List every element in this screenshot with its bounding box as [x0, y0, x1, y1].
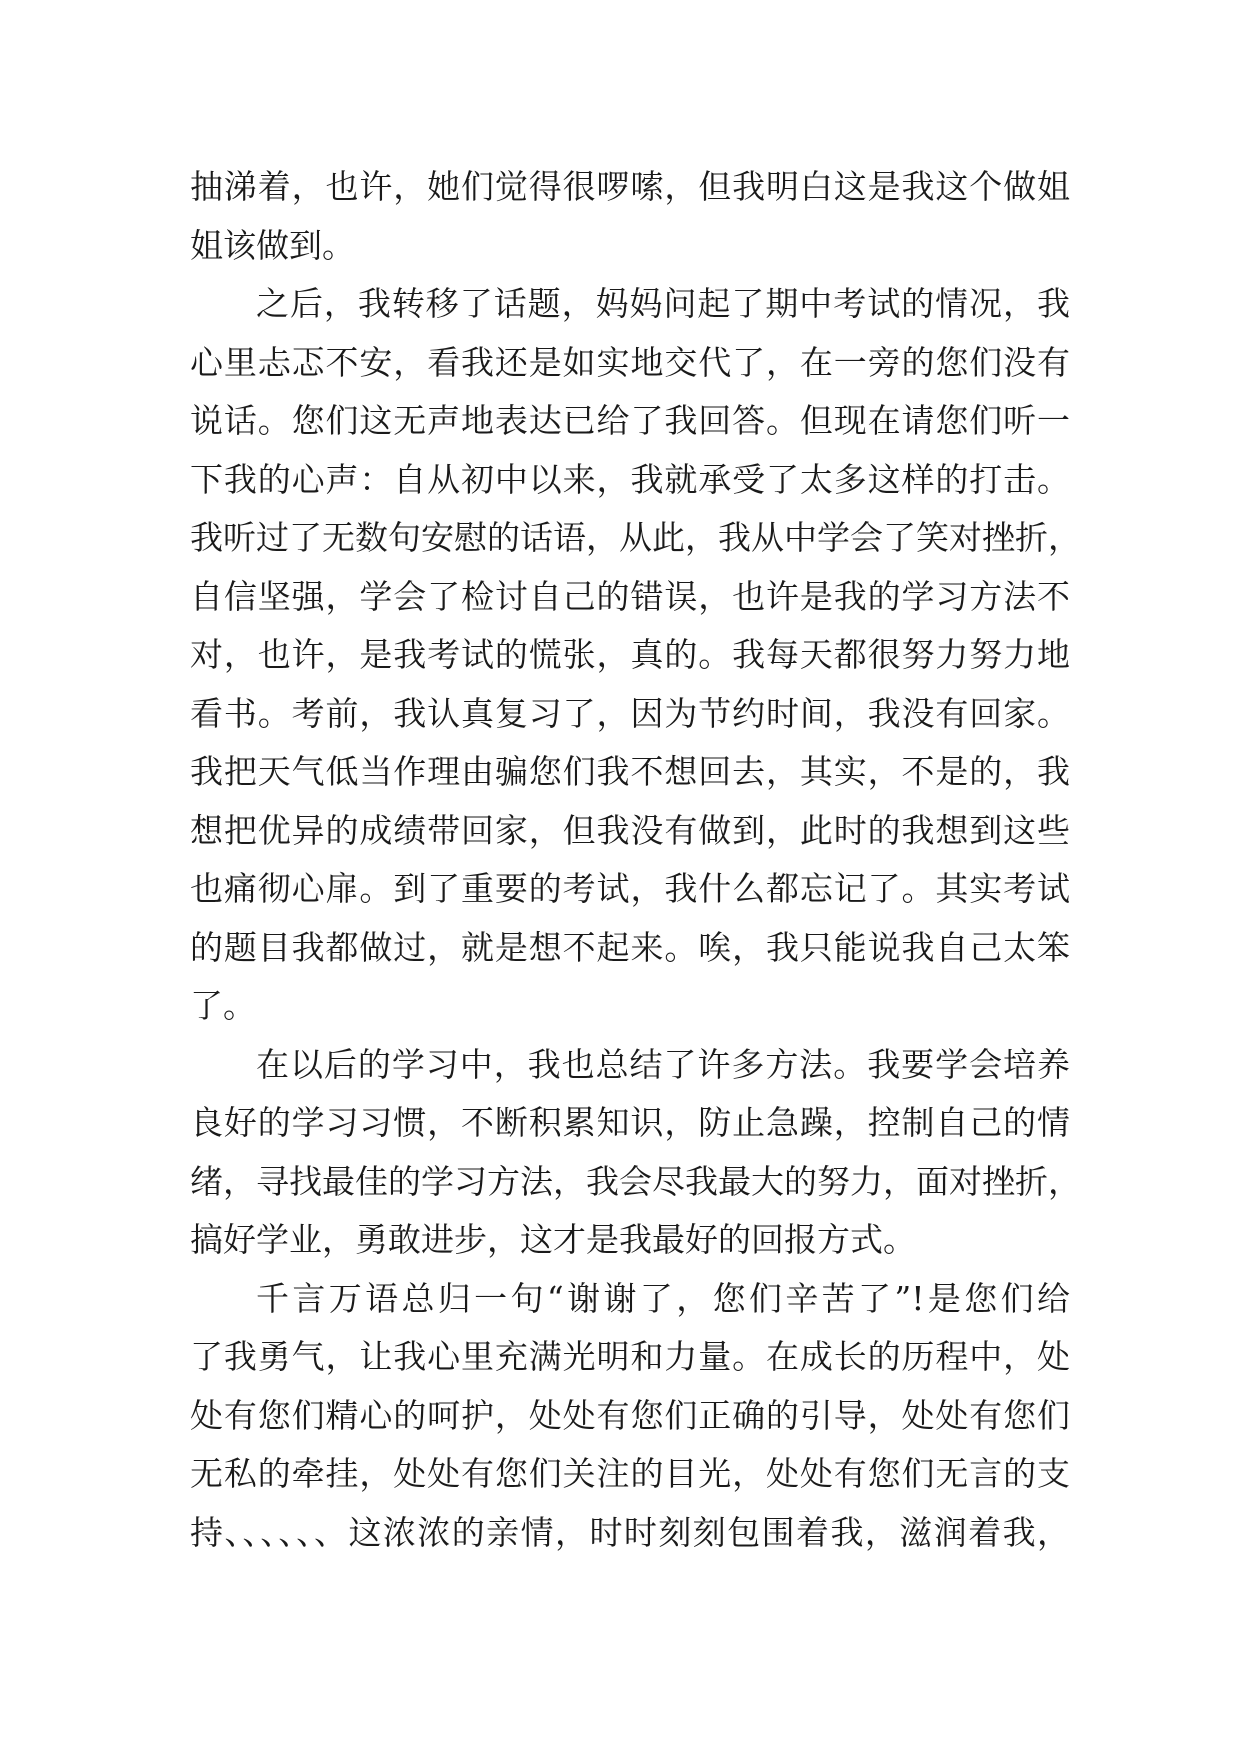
text-line: 的题目我都做过，就是想不起来。唉，我只能说我自己太笨 [190, 927, 1070, 967]
text-line: 无私的牵挂，处处有您们关注的目光，处处有您们无言的支 [190, 1454, 1070, 1493]
paragraph-first-line: 在以后的学习中，我也总结了许多方法。我要学会培养 [256, 1044, 1070, 1084]
text-line: 了。 [190, 986, 256, 1025]
paragraph-first-line: 之后，我转移了话题，妈妈问起了期中考试的情况，我 [256, 284, 1070, 323]
paragraph-first-line: 千言万语总归一句“谢谢了，您们辛苦了”!是您们给 [256, 1278, 1070, 1318]
text-line: 自信坚强，学会了检讨自己的错误，也许是我的学习方法不 [190, 576, 1070, 616]
text-line: 姐该做到。 [190, 225, 355, 265]
text-line: 绪，寻找最佳的学习方法，我会尽我最大的努力，面对挫折， [190, 1161, 1081, 1201]
text-line: 心里忐忑不安，看我还是如实地交代了，在一旁的您们没有 [190, 342, 1070, 382]
text-line: 说话。您们这无声地表达已给了我回答。但现在请您们听一 [190, 401, 1070, 440]
text-line: 我听过了无数句安慰的话语，从此，我从中学会了笑对挫折， [190, 518, 1081, 557]
text-line: 抽涕着，也许，她们觉得很啰嗦，但我明白这是我这个做姐 [190, 167, 1070, 206]
text-line: 处有您们精心的呵护，处处有您们正确的引导，处处有您们 [190, 1395, 1070, 1435]
text-line: 看书。考前，我认真复习了，因为节约时间，我没有回家。 [190, 693, 1070, 733]
text-line: 持、、、、、、这浓浓的亲情，时时刻刻包围着我，滋润着我， [190, 1512, 1070, 1552]
text-line: 搞好学业，勇敢进步，这才是我最好的回报方式。 [190, 1220, 916, 1259]
text-line: 下我的心声：自从初中以来，我就承受了太多这样的打击。 [190, 459, 1070, 499]
text-line: 对，也许，是我考试的慌张，真的。我每天都很努力努力地 [190, 635, 1070, 674]
text-line: 良好的学习习惯，不断积累知识，防止急躁，控制自己的情 [190, 1103, 1070, 1142]
text-line: 了我勇气，让我心里充满光明和力量。在成长的历程中，处 [190, 1337, 1070, 1376]
body-text [190, 158, 1081, 1562]
text-line: 也痛彻心扉。到了重要的考试，我什么都忘记了。其实考试 [190, 869, 1070, 908]
text-line: 想把优异的成绩带回家，但我没有做到，此时的我想到这些 [190, 810, 1070, 850]
text-line: 我把天气低当作理由骗您们我不想回去，其实，不是的，我 [190, 752, 1070, 791]
